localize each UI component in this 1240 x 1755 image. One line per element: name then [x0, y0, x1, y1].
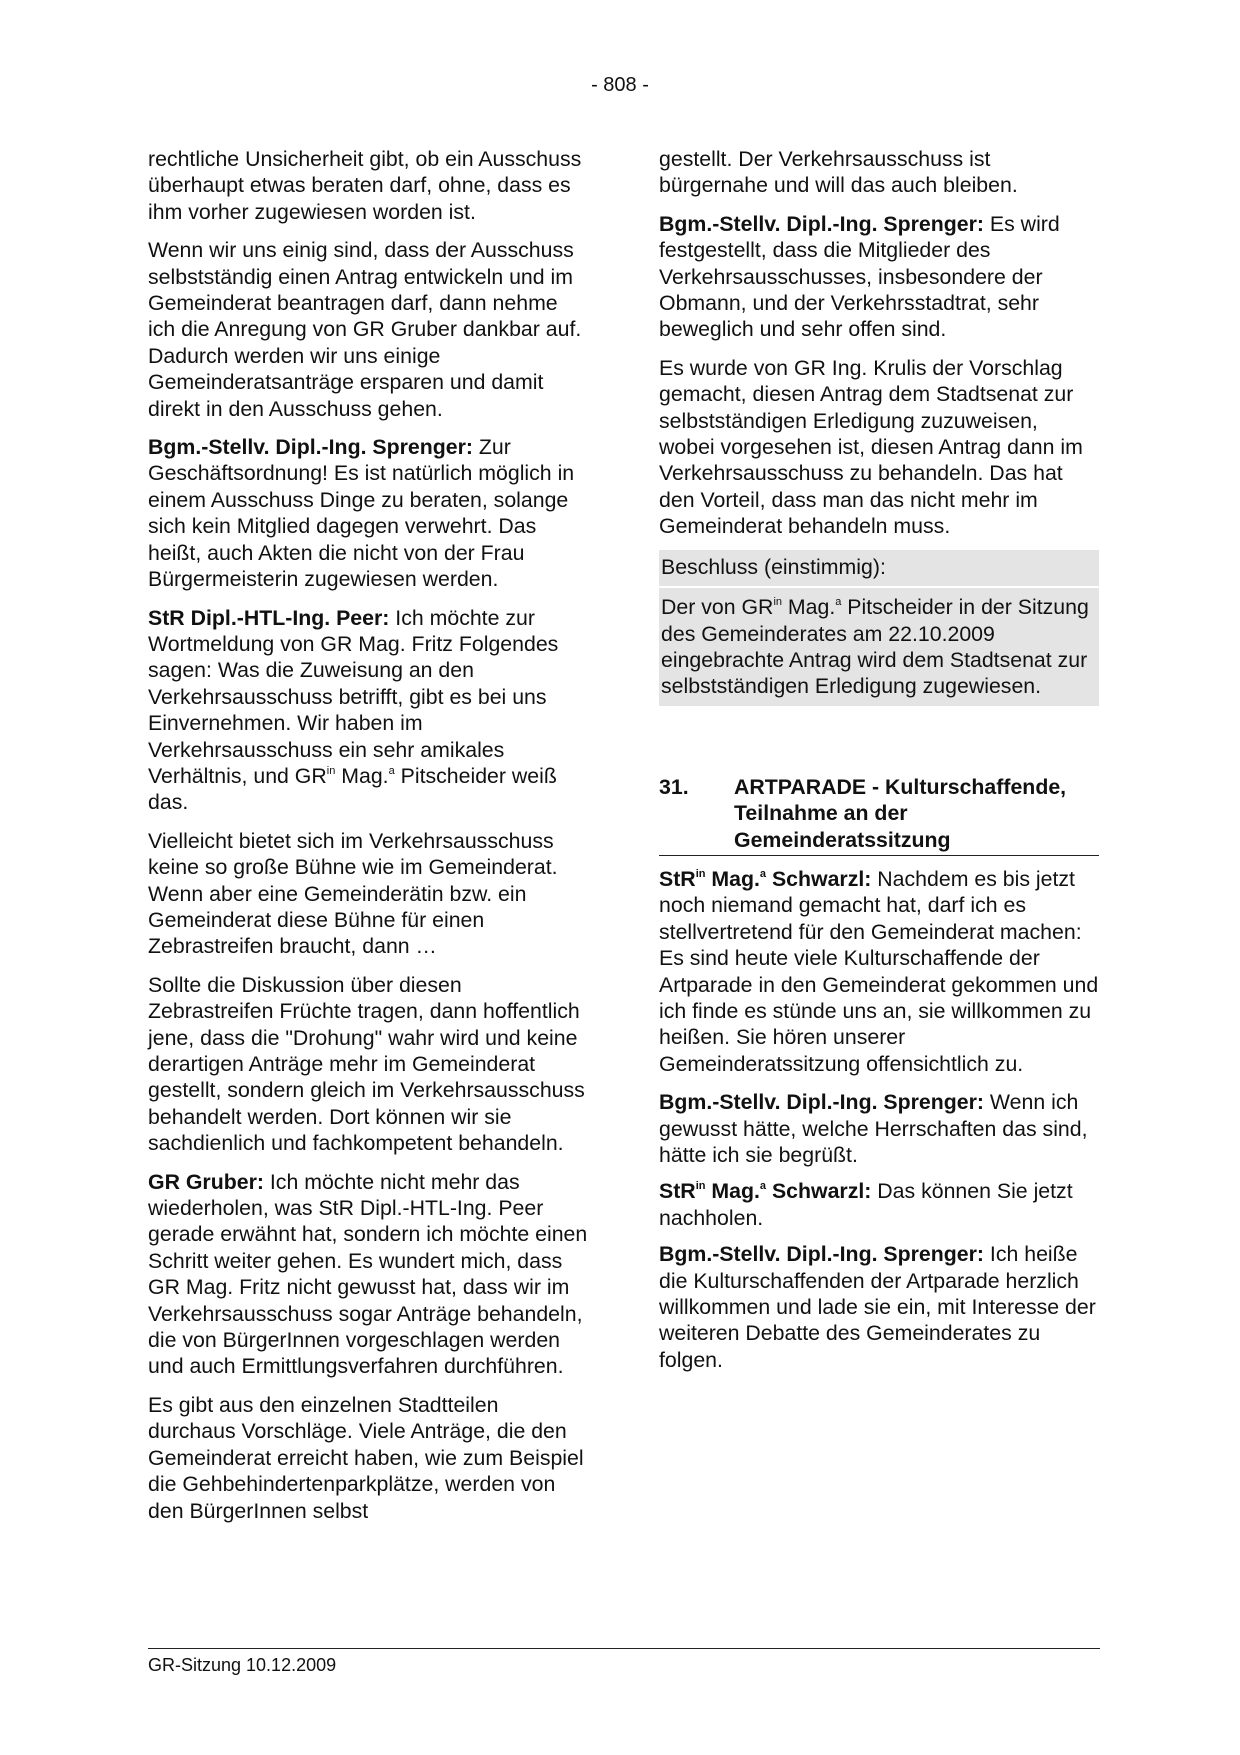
speech-text: Nachdem es bis jetzt noch niemand gemacht hat, darf ich es stellvertretend für den Gemeinderat machen: Es sind heute viele Kulturschaffende der Artparade in den Gemeinderat gekommen und ich finde es stünde uns an, sie willkommen zu heißen. Sie hören unserer Gemeinderatssitzung offensichtlich zu. [659, 866, 1099, 1076]
speech-text: Pitscheider weiß das. [148, 763, 557, 815]
speech-text: Mag. [335, 763, 389, 788]
speaker-name: Bgm.-Stellv. Dipl.-Ing. Sprenger: [148, 435, 473, 460]
speech-text: Ich heiße die Kulturschaffenden der Artparade herzlich willkommen und lade sie ein, mit Interesse der weiteren Debatte des Gemeinderates zu folgen. [659, 1242, 1096, 1372]
paragraph [148, 1169, 588, 1380]
paragraph: Es wurde von GR Ing. Krulis der Vorschlag gemacht, diesen Antrag dem Stadtsenat zur selbstständigen Erledigung zuzuweisen, wobei vorgesehen ist, diesen Antrag dann im Verkehrsausschuss zu behandeln. Das hat den Vorteil, dass man das nicht mehr im Gemeinderat behandeln muss. [659, 355, 1083, 539]
paragraph [659, 1178, 1099, 1231]
superscript: in [326, 764, 336, 777]
superscript: a [835, 596, 842, 609]
superscript: in [773, 596, 782, 609]
speech-text: Es wird festgestellt, dass die Mitglieder des Verkehrsausschusses, insbesondere der Obmann, und der Verkehrsstadtrat, sehr beweglich und sehr offen sind. [659, 211, 1060, 342]
speech-text: Wenn ich gewusst hätte, welche Herrschaften das sind, hätte ich sie begrüßt. [659, 1090, 1088, 1167]
paragraph [659, 211, 1099, 343]
superscript: a [388, 764, 395, 777]
paragraph [148, 434, 588, 592]
resolution-text: Der von $GR^{in}$ Mag.$^a$ Pitscheider in der Sitzung des Gemeinderates am 22.10.2009 eingebrachte Antrag wird dem Stadtsenat zur selbstständigen Erledigung zugewiesen. [661, 595, 1089, 699]
paragraph [148, 605, 588, 816]
resolution-label: Beschluss (einstimmig): [659, 550, 1099, 588]
speaker-name: Bgm.-Stellv. Dipl.-Ing. Sprenger: [659, 211, 984, 236]
page-number: - 808 - [591, 74, 649, 96]
paragraph: Vielleicht bietet sich im Verkehrsausschuss keine so große Bühne wie im Gemeinderat. Wenn aber eine Gemeinderätin bzw. ein Gemeinderat diese Bühne für einen Zebrastreifen braucht, dann … [148, 828, 558, 959]
resolution-box [659, 550, 1099, 706]
speech-text: Ich möchte nicht mehr das wiederholen, was StR Dipl.-HTL-Ing. Peer gerade erwähnt hat, sondern ich möchte einen Schritt weiter gehen. Es wundert mich, dass GR Mag. Fritz nicht gewusst hat, dass wir im Verkehrsausschuss sogar Anträge behandeln, die von BürgerInnen vorgeschlagen werden und auch Ermittlungsverfahren durchführen. [148, 1169, 588, 1379]
speech-text: Das können Sie jetzt nachholen. [659, 1179, 1073, 1230]
speaker-name: GR Gruber: [148, 1169, 264, 1194]
paragraph: gestellt. Der Verkehrsausschuss ist bürgernahe und will das auch bleiben. [659, 147, 1018, 198]
speaker-name: Bgm.-Stellv. Dipl.-Ing. Sprenger: [659, 1090, 984, 1115]
paragraph [659, 1089, 1099, 1168]
agenda-number: 31. [659, 774, 689, 799]
speaker-name: Bgm.-Stellv. Dipl.-Ing. Sprenger: [659, 1242, 984, 1267]
paragraph: Wenn wir uns einig sind, dass der Ausschuss selbstständig einen Antrag entwickeln und im Gemeinderat beantragen darf, dann nehme ich die Anregung von GR Gruber dankbar auf. Dadurch werden wir uns einige Gemeinderatsanträge ersparen und damit direkt in den Ausschuss gehen. [148, 238, 582, 421]
agenda-title: ARTPARADE - Kulturschaffende, Teilnahme an der Gemeinderatssitzung [734, 774, 1067, 852]
left-column [148, 146, 588, 1536]
paragraph [659, 866, 1099, 1077]
paragraph: Es gibt aus den einzelnen Stadtteilen durchaus Vorschläge. Viele Anträge, die den Gemeinderat erreicht haben, wie zum Beispiel die Gehbehindertenparkplätze, werden von den BürgerInnen selbst [148, 1392, 584, 1523]
right-column [659, 146, 1099, 1385]
speaker-name: StR Dipl.-HTL-Ing. Peer: [148, 605, 390, 630]
footer-rule [148, 1648, 1100, 1649]
agenda-item-heading [659, 774, 1099, 856]
footer-text: GR-Sitzung 10.12.2009 [148, 1655, 337, 1675]
speaker-name: StR$^{in}$ Mag.$^a$ Schwarzl: [659, 1179, 872, 1204]
paragraph [659, 1241, 1099, 1373]
paragraph: rechtliche Unsicherheit gibt, ob ein Ausschuss überhaupt etwas beraten darf, ohne, dass es ihm vorher zugewiesen worden ist. [148, 147, 582, 224]
speech-text: Zur Geschäftsordnung! Es ist natürlich möglich in einem Ausschuss Dinge zu beraten, solange sich kein Mitglied dagegen verwehrt. Das heißt, auch Akten die nicht von der Frau Bürgermeisterin zugewiesen werden. [148, 435, 575, 592]
paragraph: Sollte die Diskussion über diesen Zebrastreifen Früchte tragen, dann hoffentlich jene, dass die "Drohung" wahr wird und keine derartigen Anträge mehr im Gemeinderat gestellt, sondern gleich im Verkehrsausschuss behandelt werden. Dort können wir sie sachdienlich und fachkompetent behandeln. [148, 972, 585, 1156]
speaker-name: StR$^{in}$ Mag.$^a$ Schwarzl: [659, 866, 872, 891]
speech-text: Ich möchte zur Wortmeldung von GR Mag. Fritz Folgendes sagen: Was die Zuweisung an den Verkehrsausschuss betrifft, gibt es bei uns Einvernehmen. Wir haben im Verkehrsausschuss ein sehr amikales Verhältnis, und GR [148, 605, 559, 788]
